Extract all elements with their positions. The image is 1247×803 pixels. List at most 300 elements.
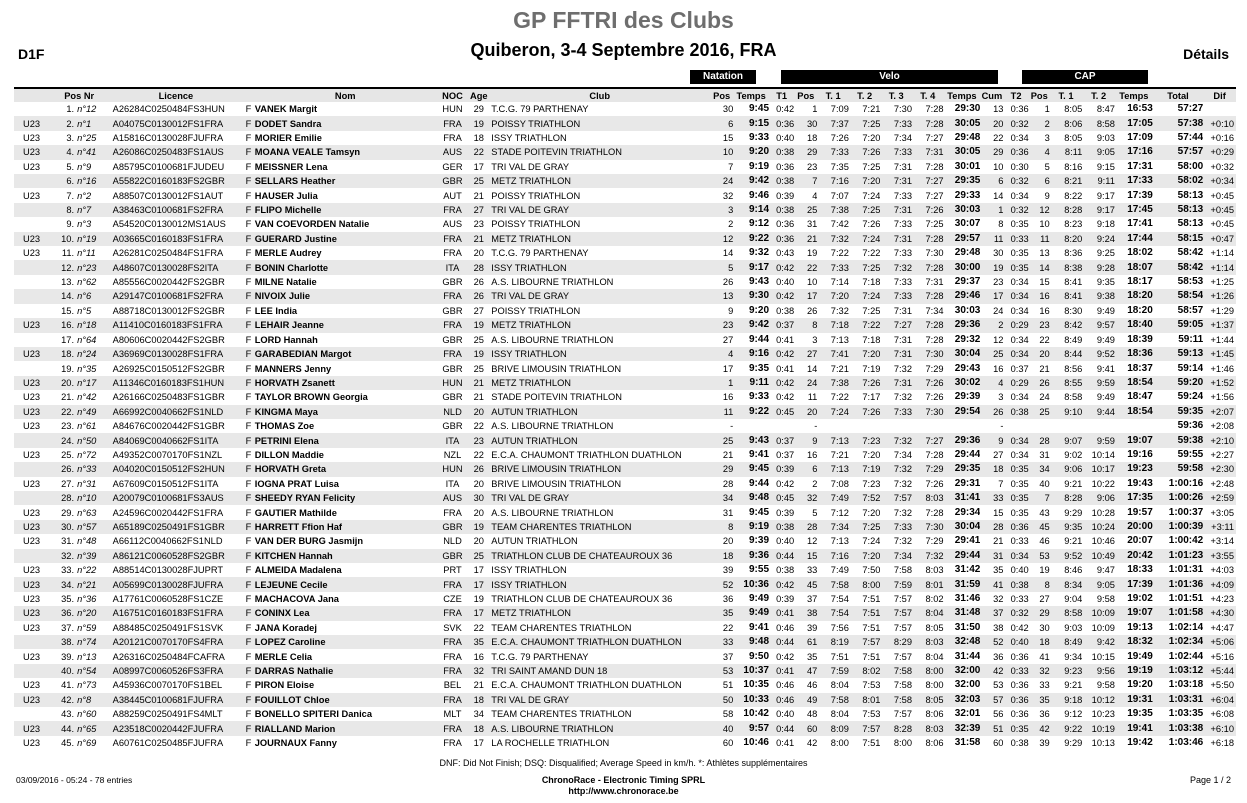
run-lap2-cell: 9:18 [1096, 219, 1115, 230]
total-time-cell: 1:00:37 [1168, 506, 1204, 518]
run-lap2-cell: 9:58 [1096, 680, 1115, 691]
bike-time-cell: 30:03 [954, 304, 981, 316]
time-diff-cell: +0:45 [1210, 219, 1234, 230]
run-pos-cell: 53 [1029, 549, 1050, 563]
licence-cell: A66992C0040662FS1NLD [109, 405, 244, 419]
bike-time-cell: 29:31 [954, 477, 981, 489]
swim-pos-cell: 34 [710, 491, 733, 505]
details-link[interactable]: Détails [1183, 46, 1229, 62]
age-cell: 19 [473, 594, 484, 605]
licence-cell: A26086C0250483FS1AUS [109, 145, 244, 159]
noc-cell: AUS [437, 491, 469, 505]
bike-time-cell: 29:41 [954, 535, 981, 547]
bike-lap3-cell: 7:32 [880, 260, 912, 274]
gender-cell: F [245, 680, 252, 691]
licence-cell: A26281C0250484FS1FRA [112, 248, 224, 259]
bike-time-cell [944, 419, 981, 433]
total-time-cell: 58:53 [1177, 276, 1204, 288]
time-diff-cell: +2:48 [1210, 478, 1234, 489]
total-time-cell: 1:00:39 [1153, 520, 1203, 534]
bike-lap2-cell: 7:53 [862, 680, 881, 691]
t1-cell: 0:42 [769, 376, 794, 390]
time-diff-cell: +5:44 [1203, 664, 1236, 678]
run-lap2-cell: 9:56 [1082, 664, 1115, 678]
swim-pos-cell: 17 [722, 363, 734, 374]
bike-lap4-cell: 7:28 [925, 507, 944, 518]
noc-cell: GBR [437, 174, 469, 188]
noc-cell: AUS [437, 145, 469, 159]
t1-cell: 0:40 [776, 536, 795, 547]
licence-cell: A29147C0100681FS2FRA [109, 289, 244, 303]
club-cell: BRIVE LIMOUSIN TRIATHLON [491, 363, 622, 374]
run-time-cell: 17:44 [1115, 232, 1153, 246]
bib-cell: n°63 [77, 507, 97, 518]
gender-cell: F [245, 392, 252, 403]
bike-lap1-cell: 7:13 [830, 334, 849, 345]
total-time-cell: 1:00:26 [1153, 491, 1203, 505]
company-url[interactable]: http://www.chronorace.be [568, 786, 679, 796]
bike-pos-cell: 12 [807, 536, 818, 547]
category-cell: U23 [23, 507, 41, 518]
bike-lap3-cell: 7:31 [893, 161, 912, 172]
t2-cell: 0:38 [1003, 405, 1028, 419]
col-header-bike-lap3: T. 3 [888, 90, 904, 101]
t1-cell: 0:40 [776, 133, 795, 144]
bib-cell: n°1 [77, 116, 109, 130]
bike-lap1-cell: 7:41 [817, 347, 849, 361]
bike-pos-cell: 60 [794, 721, 817, 735]
run-pos-cell: 39 [1039, 738, 1050, 749]
swim-pos-cell: 52 [710, 577, 733, 591]
bike-lap1-cell: 7:51 [830, 651, 849, 662]
time-diff-cell: +1:14 [1203, 260, 1236, 274]
t2-cell: 0:36 [1010, 680, 1029, 691]
run-time-cell: 19:07 [1115, 433, 1153, 447]
run-pos-cell: 27 [1039, 594, 1050, 605]
t1-cell: 0:39 [769, 462, 794, 476]
age-cell: 20 [468, 405, 489, 419]
club-cell: TRI SAINT AMAND DUN 18 [489, 664, 710, 678]
bike-time-cell: 31:48 [944, 606, 981, 620]
age-cell: 19 [468, 520, 489, 534]
run-pos-cell: 35 [1029, 693, 1050, 707]
swim-pos-cell: 27 [722, 334, 734, 345]
run-pos-cell: 29 [1029, 606, 1050, 620]
bike-lap4-cell: 7:26 [925, 392, 944, 403]
table-row [14, 664, 1236, 678]
rank-cell: 21. [61, 392, 75, 403]
swim-time-cell: 9:41 [748, 448, 769, 460]
swim-pos-cell: 4 [710, 347, 733, 361]
bike-lap2-cell: 7:51 [862, 622, 881, 633]
rank-cell: 25. [61, 449, 75, 460]
table-row [14, 246, 1236, 260]
run-lap1-cell: 9:35 [1050, 520, 1083, 534]
noc-cell: GBR [442, 392, 463, 403]
time-diff-cell: +1:14 [1210, 248, 1234, 259]
club-cell: ISSY TRIATHLON [491, 133, 567, 144]
t1-cell: 0:38 [769, 145, 794, 159]
club-cell: TRI VAL DE GRAY [489, 203, 710, 217]
run-pos-cell: 1 [1044, 104, 1050, 115]
licence-cell: A48607C0130028FS2ITA [109, 260, 244, 274]
bike-lap2-cell: 8:02 [849, 664, 881, 678]
age-cell: 25 [473, 334, 484, 345]
col-header-age: Age [469, 90, 488, 101]
cum-pos-cell: 17 [980, 289, 1003, 303]
category-cell: U23 [23, 680, 41, 691]
bike-lap2-cell: 7:51 [862, 738, 881, 749]
col-header-swim-pos: Pos [713, 90, 731, 101]
swim-time-cell: 9:45 [733, 462, 769, 476]
cum-pos-cell: 28 [980, 520, 1003, 534]
gender-cell: F [243, 577, 254, 591]
rank-cell: 9. [66, 219, 75, 230]
bike-lap4-cell: 7:28 [912, 116, 944, 130]
t2-cell: 0:35 [1003, 462, 1028, 476]
t1-cell: 0:42 [776, 478, 795, 489]
bike-lap2-cell: 7:25 [849, 260, 881, 274]
bike-lap3-cell: 7:58 [880, 664, 912, 678]
athlete-name-cell: LOPEZ Caroline [254, 635, 437, 649]
run-time-cell: 18:20 [1115, 289, 1153, 303]
swim-pos-cell: 1 [710, 376, 733, 390]
bike-lap1-cell: 7:58 [817, 693, 849, 707]
category-cell: U23 [23, 392, 41, 403]
table-header-row [14, 89, 1236, 102]
t2-cell: 0:34 [1003, 347, 1028, 361]
t2-cell: 0:38 [1003, 577, 1028, 591]
table-row [14, 693, 1236, 707]
gender-cell: F [243, 606, 254, 620]
bike-lap4-cell: 7:29 [912, 462, 944, 476]
table-row [14, 405, 1236, 419]
run-lap2-cell: 10:46 [1091, 536, 1115, 547]
bike-lap1-cell: 7:18 [817, 318, 849, 332]
bike-pos-cell: 39 [807, 622, 818, 633]
swim-pos-cell: 37 [722, 651, 734, 662]
swim-time-cell: 10:36 [733, 577, 769, 591]
table-row [14, 563, 1236, 577]
col-header-t1: T1 [776, 90, 788, 101]
col-header-bike-pos: Pos [797, 90, 815, 101]
t1-cell: 0:38 [769, 174, 794, 188]
run-pos-cell: 33 [1039, 680, 1050, 691]
table-row [14, 534, 1236, 548]
bike-lap3-cell: 7:59 [880, 577, 912, 591]
bike-time-cell: 29:30 [954, 103, 981, 115]
run-pos-cell: 14 [1029, 260, 1050, 274]
bike-time-cell: 29:37 [954, 276, 981, 288]
total-time-cell: 1:00:42 [1168, 535, 1204, 547]
swim-pos-cell: - [730, 421, 734, 432]
bike-time-cell: 31:44 [954, 650, 981, 662]
club-cell: METZ TRIATHLON [489, 376, 710, 390]
run-lap2-cell: 9:59 [1082, 433, 1115, 447]
club-cell: METZ TRIATHLON [489, 232, 710, 246]
total-time-cell: 59:58 [1153, 462, 1203, 476]
run-time-cell: 17:41 [1127, 218, 1153, 230]
cum-pos-cell: 11 [980, 232, 1003, 246]
bike-lap4-cell: 8:01 [912, 577, 944, 591]
total-time-cell: 58:13 [1177, 189, 1204, 201]
t2-cell: 0:35 [1003, 260, 1028, 274]
bike-lap2-cell: 7:51 [862, 594, 881, 605]
swim-time-cell: 9:32 [748, 247, 769, 259]
bike-lap3-cell: 7:58 [893, 565, 912, 576]
noc-cell: BEL [443, 680, 462, 691]
licence-cell: A11346C0160183FS1HUN [109, 376, 244, 390]
bib-cell: n°36 [77, 594, 97, 605]
bike-lap4-cell: 7:28 [912, 318, 944, 332]
bike-pos-cell: 17 [794, 289, 817, 303]
swim-time-cell: 9:57 [733, 721, 769, 735]
swim-pos-cell: 40 [710, 721, 733, 735]
t1-cell: 0:44 [769, 549, 794, 563]
age-cell: 16 [473, 651, 484, 662]
club-cell: T.C.G. 79 PARTHENAY [491, 248, 589, 259]
noc-cell: FRA [437, 289, 469, 303]
col-header-dif: Dif [1213, 90, 1226, 101]
time-diff-cell: +1:56 [1210, 392, 1234, 403]
bike-time-cell: 29:32 [954, 333, 981, 345]
swim-time-cell: 9:15 [733, 116, 769, 130]
noc-cell: FRA [443, 507, 462, 518]
table-row [14, 635, 1236, 649]
t1-cell: 0:36 [776, 219, 795, 230]
bike-lap4-cell: 8:03 [912, 635, 944, 649]
t1-cell: 0:40 [776, 709, 795, 720]
rank-cell: 13. [61, 277, 75, 288]
age-cell: 18 [473, 133, 484, 144]
category-cell [14, 217, 50, 231]
noc-cell: FRA [443, 248, 462, 259]
category-cell: U23 [14, 577, 50, 591]
bib-cell: n°13 [77, 651, 97, 662]
bike-lap1-cell: 7:42 [830, 219, 849, 230]
licence-cell: A85556C0020442FS2GBR [112, 277, 225, 288]
noc-cell: CZE [443, 594, 462, 605]
table-row [14, 736, 1236, 750]
bike-lap1-cell: 7:49 [817, 491, 849, 505]
bike-pos-cell: 11 [807, 392, 818, 403]
total-time-cell: 1:01:36 [1153, 577, 1203, 591]
run-lap1-cell: 8:58 [1050, 606, 1083, 620]
t2-cell: 0:36 [1010, 709, 1029, 720]
swim-pos-cell: 5 [710, 260, 733, 274]
t1-cell: 0:38 [769, 203, 794, 217]
bike-lap2-cell: 7:25 [862, 161, 881, 172]
col-header-club: Club [589, 90, 611, 101]
time-diff-cell: +2:30 [1203, 462, 1236, 476]
run-time-cell: 17:39 [1115, 577, 1153, 591]
athlete-name-cell: TAYLOR BROWN Georgia [254, 392, 368, 403]
bike-time-cell: 31:50 [954, 621, 981, 633]
bike-lap2-cell: 7:18 [862, 334, 881, 345]
club-cell: METZ TRIATHLON [489, 318, 710, 332]
licence-cell: A26284C0250484FS3HUN [112, 104, 225, 115]
bike-lap4-cell: 7:27 [912, 174, 944, 188]
athlete-name-cell: MEISSNER Lena [254, 161, 328, 172]
total-time-cell: 59:36 [1177, 420, 1204, 432]
run-lap1-cell: 8:28 [1050, 491, 1083, 505]
athlete-name-cell: JOURNAUX Fanny [254, 738, 337, 749]
bike-lap2-cell: 7:17 [862, 392, 881, 403]
t1-cell: 0:44 [769, 721, 794, 735]
bike-lap4-cell [912, 419, 944, 433]
bike-lap2-cell [849, 419, 881, 433]
bike-lap4-cell: 7:26 [912, 203, 944, 217]
bike-time-cell: 29:48 [954, 132, 981, 144]
run-pos-cell: 2 [1029, 116, 1050, 130]
club-cell: TRIATHLON CLUB DE CHATEAUROUX 36 [491, 594, 673, 605]
t2-cell: 0:36 [1003, 693, 1028, 707]
licence-cell: A24596C0020442FS1FRA [112, 507, 224, 518]
bike-lap2-cell: 7:21 [862, 104, 881, 115]
swim-pos-cell: 10 [710, 145, 733, 159]
bike-pos-cell: 27 [794, 347, 817, 361]
col-header-cum: Cum [981, 90, 1003, 101]
noc-cell: PRT [443, 565, 462, 576]
bike-lap4-cell: 7:30 [912, 405, 944, 419]
bike-time-cell: 29:35 [944, 174, 981, 188]
run-lap2-cell: 10:12 [1082, 693, 1115, 707]
time-diff-cell: +0:16 [1210, 133, 1234, 144]
cum-pos-cell: 42 [980, 664, 1003, 678]
age-cell: 21 [473, 190, 484, 201]
athlete-name-cell: MOANA VEALE Tamsyn [254, 145, 437, 159]
licence-cell: A23518C0020442FJUFRA [109, 721, 244, 735]
t1-cell: 0:36 [769, 116, 794, 130]
col-header-bike-time: Temps [947, 90, 977, 101]
rank-cell: 24. [50, 433, 77, 447]
bib-cell: n°69 [77, 738, 97, 749]
t1-cell: 0:46 [769, 693, 794, 707]
licence-cell: A08997C0060526FS3FRA [109, 664, 244, 678]
athlete-name-cell: LEHAIR Jeanne [254, 318, 437, 332]
licence-cell: A26166C0250483FS1GBR [112, 392, 225, 403]
bike-lap2-cell: 7:24 [849, 232, 881, 246]
rank-cell: 35. [61, 594, 75, 605]
run-pos-cell: 15 [1039, 277, 1050, 288]
athlete-name-cell: GARABEDIAN Margot [254, 347, 437, 361]
event-subtitle: Quiberon, 3-4 Septembre 2016, FRA [470, 40, 777, 60]
bike-pos-cell: 16 [807, 449, 818, 460]
noc-cell: FRA [437, 577, 469, 591]
licence-cell: A85795C0100681FJUDEU [112, 161, 225, 172]
rank-cell: 5. [66, 161, 75, 172]
swim-pos-cell: 2 [728, 219, 734, 230]
age-cell: 26 [468, 289, 489, 303]
bike-time-cell: 30:07 [954, 218, 981, 230]
bike-lap3-cell: 7:57 [893, 594, 912, 605]
cum-pos-cell: 7 [998, 478, 1004, 489]
time-diff-cell: +2:27 [1210, 449, 1234, 460]
cum-pos-cell: 20 [980, 116, 1003, 130]
bike-lap4-cell: 7:28 [925, 449, 944, 460]
legend-note: DNF: Did Not Finish; DSQ: Disqualified; Average Speed in km/h. *: Athlètes supplémentaires [439, 758, 808, 768]
bike-lap1-cell: 7:33 [817, 260, 849, 274]
rank-cell: 1. [66, 104, 75, 115]
bike-lap1-cell: 7:35 [830, 161, 849, 172]
cum-pos-cell: 38 [993, 622, 1004, 633]
rank-cell: 40. [50, 664, 77, 678]
run-time-cell: 19:07 [1115, 606, 1153, 620]
bike-lap3-cell: 7:32 [893, 478, 912, 489]
bike-lap1-cell: 7:37 [817, 116, 849, 130]
bike-lap3-cell: 7:33 [893, 219, 912, 230]
swim-pos-cell: 20 [722, 536, 734, 547]
cum-pos-cell: 4 [980, 376, 1003, 390]
swim-pos-cell: 18 [710, 549, 733, 563]
run-lap2-cell: 9:44 [1082, 405, 1115, 419]
bike-lap3-cell: 7:33 [880, 289, 912, 303]
athlete-name-cell: HORVATH Greta [254, 462, 437, 476]
bib-cell: n°5 [77, 305, 92, 316]
club-cell: ISSY TRIATHLON [491, 565, 567, 576]
category-cell: U23 [23, 161, 41, 172]
bike-time-cell: 30:05 [944, 116, 981, 130]
table-row [14, 376, 1236, 390]
bike-lap1-cell: 8:00 [830, 738, 849, 749]
t1-cell: 0:42 [776, 104, 795, 115]
age-cell: 34 [473, 709, 484, 720]
run-time-cell: 17:35 [1115, 491, 1153, 505]
total-time-cell: 58:15 [1153, 232, 1203, 246]
bike-lap2-cell: 7:25 [849, 520, 881, 534]
category-cell: U23 [23, 565, 41, 576]
bike-lap1-cell: 7:24 [817, 405, 849, 419]
bike-lap3-cell: 8:29 [880, 635, 912, 649]
time-diff-cell: +0:29 [1203, 145, 1236, 159]
licence-cell: A80606C0020442FS2GBR [112, 334, 225, 345]
age-cell: 19 [468, 347, 489, 361]
run-lap2-cell [1082, 419, 1115, 433]
bike-lap2-cell: 7:23 [862, 478, 881, 489]
run-time-cell: 19:16 [1127, 448, 1153, 460]
noc-cell: GER [442, 161, 463, 172]
gender-cell: F [245, 507, 252, 518]
club-cell: TEAM CHARENTES TRIATHLON [489, 520, 710, 534]
noc-cell: HUN [437, 376, 469, 390]
bike-time-cell: 29:33 [954, 189, 981, 201]
swim-pos-cell: 58 [722, 709, 734, 720]
bike-lap2-cell: 7:18 [862, 277, 881, 288]
bike-lap2-cell: 7:25 [849, 203, 881, 217]
t1-cell: 0:45 [769, 491, 794, 505]
run-lap1-cell: 8:20 [1050, 232, 1083, 246]
bike-lap4-cell: 8:03 [912, 721, 944, 735]
noc-cell: FRA [437, 606, 469, 620]
run-time-cell: 18:54 [1115, 376, 1153, 390]
swim-section-band: Natation [690, 70, 756, 84]
bike-lap3-cell: 7:33 [893, 248, 912, 259]
athlete-name-cell: NIVOIX Julie [254, 289, 437, 303]
category-cell [14, 289, 50, 303]
club-cell: TRIATHLON CLUB DE CHATEAUROUX 36 [489, 549, 710, 563]
bike-lap3-cell: 7:33 [880, 405, 912, 419]
run-lap2-cell: 9:25 [1096, 248, 1115, 259]
bike-pos-cell: 20 [794, 405, 817, 419]
age-cell: 35 [468, 635, 489, 649]
bike-pos-cell: 8 [794, 318, 817, 332]
athlete-name-cell: MERLE Audrey [254, 248, 322, 259]
athlete-name-cell: BONIN Charlotte [254, 260, 437, 274]
bike-lap2-cell: 7:53 [862, 709, 881, 720]
run-pos-cell: 10 [1039, 219, 1050, 230]
noc-cell: AUS [442, 219, 463, 230]
noc-cell: NZL [443, 449, 462, 460]
